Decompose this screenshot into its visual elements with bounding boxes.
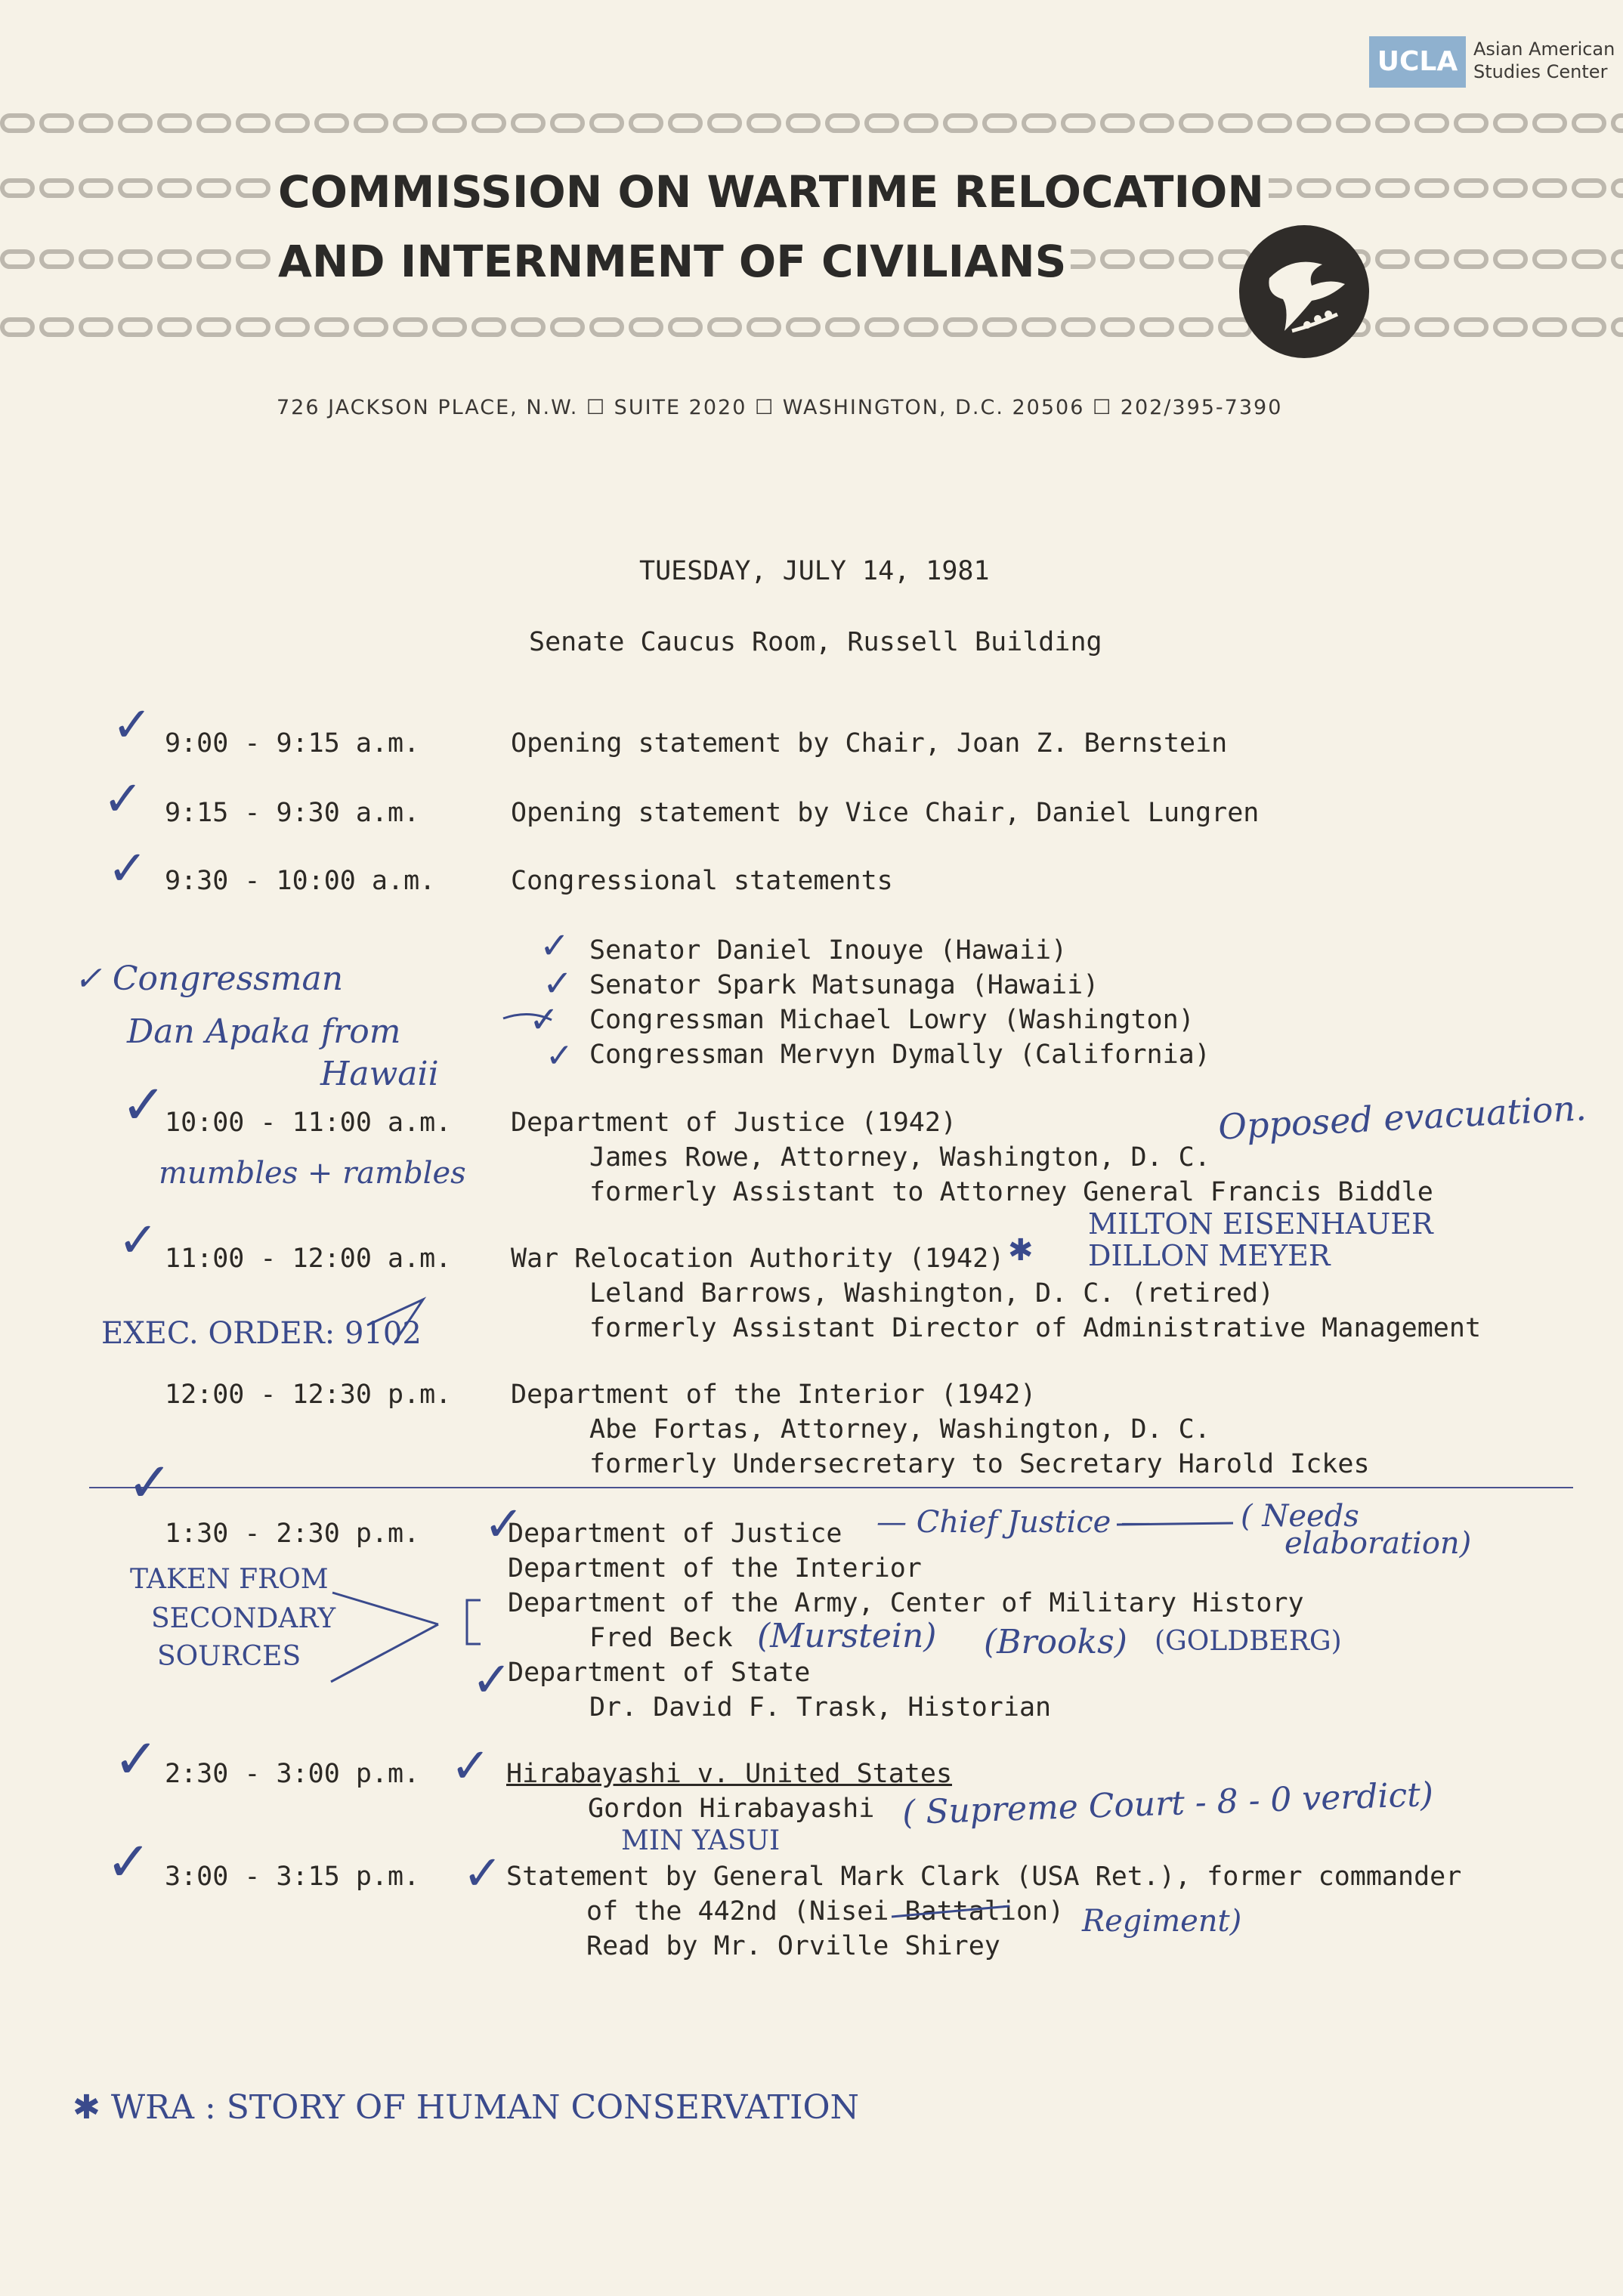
handwritten-note-needs: ( Needs — [1241, 1499, 1359, 1534]
agenda-item: Department of the Interior — [508, 1553, 922, 1584]
handwritten-check-icon: ✓ — [112, 697, 153, 753]
agenda-item: Department of the Interior (1942) — [511, 1380, 1037, 1410]
time-slot: 1:30 - 2:30 p.m. — [165, 1519, 420, 1549]
handwritten-bracket-icon — [467, 1600, 481, 1644]
letterhead-address: 726 JACKSON PLACE, N.W. ☐ SUITE 2020 ☐ WASHINGTON, D.C. 20506 ☐ 202/395-7390 — [277, 396, 1283, 419]
handwritten-note-chief-justice: — Chief Justice — — [876, 1505, 1152, 1540]
handwritten-strikethrough-line — [1117, 1523, 1233, 1525]
handwritten-check-icon: ✓ — [529, 999, 560, 1041]
time-slot: 12:00 - 12:30 p.m. — [165, 1380, 452, 1410]
handwritten-check-icon: ✓ — [543, 963, 573, 1005]
agenda-item: Department of State — [508, 1658, 811, 1688]
handwritten-strikethrough-line — [892, 1906, 1009, 1917]
agenda-subitem: Congressman Michael Lowry (Washington) — [589, 1005, 1195, 1035]
handwritten-check-icon: ✓ — [107, 841, 148, 897]
handwritten-note-goldberg: (GOLDBERG) — [1155, 1626, 1342, 1657]
time-slot: 3:00 - 3:15 p.m. — [165, 1862, 420, 1892]
agenda-subitem: Congressman Mervyn Dymally (California) — [589, 1040, 1210, 1070]
time-slot: 11:00 - 12:00 a.m. — [165, 1244, 452, 1274]
handwritten-note-brooks: (Brooks) — [984, 1623, 1127, 1661]
agenda-subitem: Senator Daniel Inouye (Hawaii) — [589, 935, 1068, 966]
agenda-subitem: Abe Fortas, Attorney, Washington, D. C. — [589, 1414, 1210, 1445]
agenda-subitem: of the 442nd (Nisei Battalion) — [586, 1896, 1065, 1927]
agenda-item: Department of Justice (1942) — [511, 1108, 957, 1138]
handwritten-note-secondary: SECONDARY — [151, 1603, 336, 1634]
agenda-item: Department of the Army, Center of Military History — [508, 1588, 1304, 1618]
handwritten-arrow-icon — [367, 1299, 423, 1345]
agenda-item: Congressional statements — [511, 866, 893, 896]
handwritten-arrow-icon — [331, 1593, 438, 1682]
handwritten-note-dillon-meyer: DILLON MEYER — [1088, 1239, 1331, 1272]
agenda-item: Opening statement by Vice Chair, Daniel Lungren — [511, 798, 1260, 828]
agenda-subitem: formerly Undersecretary to Secretary Harold Ickes — [589, 1449, 1370, 1479]
handwritten-footnote-wra: ✱ WRA : STORY OF HUMAN CONSERVATION — [73, 2088, 860, 2127]
handwritten-check-icon: ✓ — [471, 1652, 512, 1708]
hearing-date: TUESDAY, JULY 14, 1981 — [639, 556, 990, 586]
time-slot: 10:00 - 11:00 a.m. — [165, 1108, 452, 1138]
handwritten-check-icon: ✓ — [462, 1846, 503, 1902]
agenda-subitem: Dr. David F. Trask, Historian — [589, 1692, 1052, 1723]
time-slot: 9:00 - 9:15 a.m. — [165, 728, 420, 759]
handwritten-note-min-yasui: MIN YASUI — [621, 1825, 781, 1856]
agenda-subitem: formerly Assistant Director of Administrative Management — [589, 1313, 1482, 1343]
handwritten-check-icon: ✓ — [127, 1451, 173, 1514]
agenda-subitem: Gordon Hirabayashi — [588, 1794, 875, 1824]
handwritten-check-icon: ✓ — [106, 1830, 152, 1893]
handwritten-note-opposed-evacuation: Opposed evacuation. — [1216, 1087, 1587, 1148]
center-label-line-1: Asian American — [1473, 39, 1615, 60]
agenda-subitem: Read by Mr. Orville Shirey — [586, 1931, 1000, 1961]
agenda-subitem: Fred Beck — [589, 1623, 733, 1653]
handwritten-check-icon: ✓ — [450, 1738, 491, 1794]
handwritten-mark — [503, 1014, 552, 1020]
agenda-item: Hirabayashi v. United States — [506, 1759, 953, 1789]
handwritten-check-icon: ✓ — [103, 771, 144, 827]
agenda-subitem: Senator Spark Matsunaga (Hawaii) — [589, 970, 1099, 1000]
time-slot: 2:30 - 3:00 p.m. — [165, 1759, 420, 1789]
agenda-subitem: James Rowe, Attorney, Washington, D. C. — [589, 1142, 1210, 1173]
center-label-line-2: Studies Center — [1473, 61, 1608, 82]
handwritten-note-hawaii: Hawaii — [320, 1055, 439, 1093]
time-slot: 9:30 - 10:00 a.m. — [165, 866, 436, 896]
handwritten-note-supreme-court: ( Supreme Court - 8 - 0 verdict) — [901, 1775, 1434, 1833]
agenda-item: Opening statement by Chair, Joan Z. Bernstein — [511, 728, 1228, 759]
handwritten-note-murstein: (Murstein) — [757, 1617, 937, 1655]
handwritten-note-sources: SOURCES — [157, 1641, 301, 1672]
handwritten-note-mumbles: mumbles + rambles — [159, 1156, 466, 1191]
handwritten-note-taken-from: TAKEN FROM — [130, 1564, 329, 1595]
handwritten-check-icon: ✓ — [118, 1213, 159, 1269]
handwritten-check-icon: ✓ — [539, 925, 570, 967]
handwritten-note-elaboration: elaboration) — [1284, 1526, 1472, 1561]
ucla-logo: UCLA — [1369, 36, 1466, 88]
agenda-item: War Relocation Authority (1942) — [511, 1244, 1005, 1274]
handwritten-check-icon: ✓ — [113, 1727, 159, 1791]
handwritten-note-milton-eisenhower: MILTON EISENHAUER — [1088, 1207, 1433, 1241]
agenda-item: Statement by General Mark Clark (USA Ret.), former commander — [506, 1862, 1462, 1892]
handwritten-check-icon: ✓ — [121, 1073, 167, 1136]
agenda-subitem: Leland Barrows, Washington, D. C. (retired) — [589, 1278, 1275, 1309]
handwritten-note-regiment: Regiment) — [1082, 1904, 1242, 1939]
agenda-subitem: formerly Assistant to Attorney General Francis Biddle — [589, 1177, 1433, 1207]
handwritten-check-icon: ✓ — [484, 1497, 524, 1553]
handwritten-check-icon: ✓ — [546, 1037, 573, 1075]
handwritten-note-exec-order: EXEC. ORDER: 9102 — [101, 1316, 422, 1351]
letterhead-title-line-2: AND INTERNMENT OF CIVILIANS — [274, 237, 1071, 286]
handwritten-note-congressman: ✓ Congressman — [74, 959, 344, 998]
handwritten-note-dan-apaka: Dan Apaka from — [127, 1012, 401, 1051]
agenda-item: Department of Justice — [508, 1519, 842, 1549]
time-slot: 9:15 - 9:30 a.m. — [165, 798, 420, 828]
hearing-location: Senate Caucus Room, Russell Building — [529, 627, 1102, 657]
handwritten-asterisk-icon: ✱ — [1008, 1233, 1034, 1268]
letterhead-title-line-1: COMMISSION ON WARTIME RELOCATION — [274, 168, 1269, 216]
